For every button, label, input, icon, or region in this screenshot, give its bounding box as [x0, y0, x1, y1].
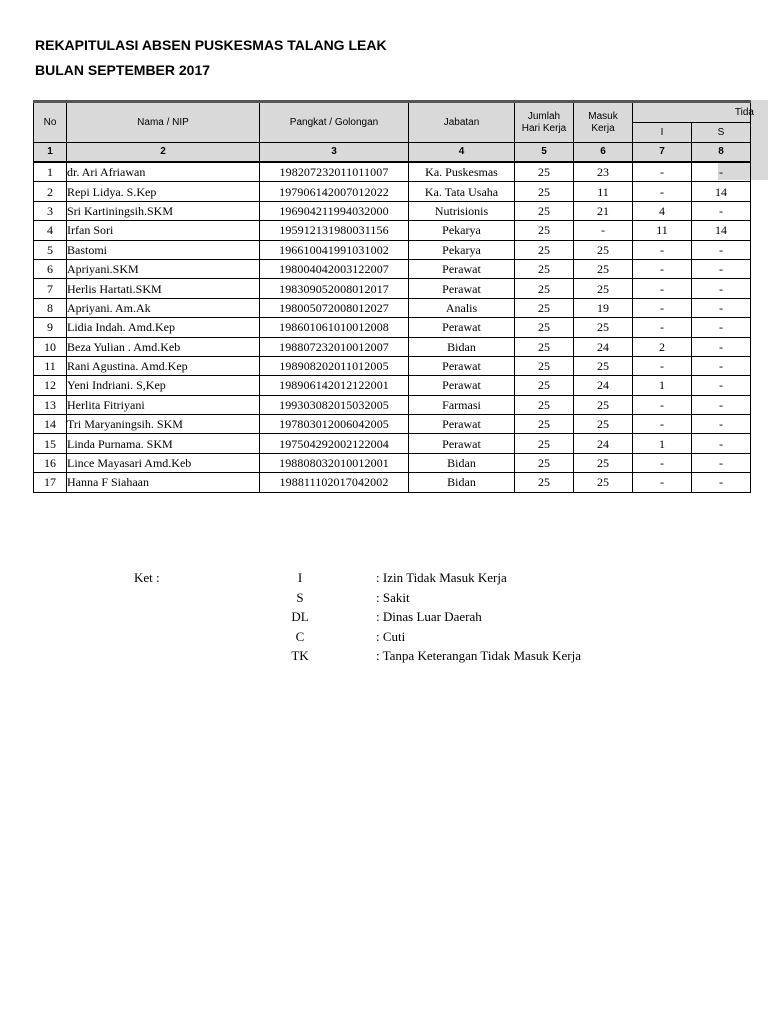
employee-position: Pekarya: [409, 221, 515, 240]
work-days: 25: [515, 182, 574, 201]
employee-nip: 198908202011012005: [260, 356, 409, 375]
work-days: 25: [515, 279, 574, 298]
employee-nip: 198601061010012008: [260, 318, 409, 337]
days-present: 21: [574, 201, 633, 220]
days-present: 11: [574, 182, 633, 201]
employee-nip: 197803012006042005: [260, 415, 409, 434]
header-nama-nip: Nama / NIP: [67, 102, 260, 143]
days-present: 25: [574, 453, 633, 472]
employee-position: Perawat: [409, 434, 515, 453]
employee-position: Perawat: [409, 415, 515, 434]
employee-nip: 198811102017042002: [260, 473, 409, 492]
days-sakit: -: [692, 240, 751, 259]
table-row: [34, 318, 751, 337]
days-present: 25: [574, 415, 633, 434]
table-row: [34, 453, 751, 472]
legend-description: : Dinas Luar Daerah: [376, 609, 482, 624]
employee-name: Linda Purnama. SKM: [67, 434, 260, 453]
days-sakit: -: [692, 376, 751, 395]
employee-position: Perawat: [409, 259, 515, 278]
employee-name: Tri Maryaningsih. SKM: [67, 415, 260, 434]
legend-code: DL: [291, 609, 309, 624]
row-number: 2: [34, 182, 67, 201]
table-row: [34, 240, 751, 259]
employee-name: Hanna F Siahaan: [67, 473, 260, 492]
table-body: [34, 162, 751, 492]
days-present: 24: [574, 434, 633, 453]
employee-name: dr. Ari Afriawan: [67, 162, 260, 182]
employee-nip: 198005072008012027: [260, 298, 409, 317]
attendance-table: [33, 100, 754, 493]
column-number: 6: [574, 143, 633, 163]
days-sakit: -: [692, 201, 751, 220]
days-sakit: -: [692, 473, 751, 492]
employee-position: Farmasi: [409, 395, 515, 414]
days-sakit: -: [692, 395, 751, 414]
employee-name: Bastomi: [67, 240, 260, 259]
row-number: 5: [34, 240, 67, 259]
employee-position: Bidan: [409, 453, 515, 472]
work-days: 25: [515, 453, 574, 472]
table-row: [34, 298, 751, 317]
header-tidak-masuk: [633, 102, 754, 123]
employee-position: Perawat: [409, 376, 515, 395]
column-number: 1: [34, 143, 67, 163]
days-izin: -: [633, 415, 692, 434]
days-sakit: -: [692, 337, 751, 356]
days-present: 24: [574, 376, 633, 395]
days-sakit: -: [692, 162, 751, 182]
report-title: REKAPITULASI ABSEN PUSKESMAS TALANG LEAK: [35, 37, 387, 53]
days-present: 23: [574, 162, 633, 182]
header-masuk-line1: Masuk: [588, 110, 618, 122]
ket-label: Ket :: [134, 570, 160, 585]
header-izin: I: [633, 123, 692, 143]
work-days: 25: [515, 356, 574, 375]
work-days: 25: [515, 162, 574, 182]
days-present: 25: [574, 318, 633, 337]
table-row: [34, 182, 751, 201]
days-present: 24: [574, 337, 633, 356]
employee-position: Analis: [409, 298, 515, 317]
row-number: 15: [34, 434, 67, 453]
table-row: [34, 221, 751, 240]
table-row: [34, 337, 751, 356]
report-period: BULAN SEPTEMBER 2017: [35, 62, 211, 78]
days-sakit: -: [692, 318, 751, 337]
work-days: 25: [515, 259, 574, 278]
days-sakit: -: [692, 453, 751, 472]
employee-name: Lince Mayasari Amd.Keb: [67, 453, 260, 472]
row-number: 16: [34, 453, 67, 472]
days-present: 25: [574, 356, 633, 375]
row-number: 12: [34, 376, 67, 395]
legend-description: : Izin Tidak Masuk Kerja: [376, 570, 507, 585]
employee-nip: 198004042003122007: [260, 259, 409, 278]
row-number: 1: [34, 162, 67, 182]
employee-position: Pekarya: [409, 240, 515, 259]
column-number: 5: [515, 143, 574, 163]
days-present: 25: [574, 473, 633, 492]
table-row: [34, 395, 751, 414]
days-izin: 4: [633, 201, 692, 220]
row-number: 7: [34, 279, 67, 298]
employee-position: Perawat: [409, 356, 515, 375]
header-jumlah-line1: Jumlah: [527, 110, 561, 122]
legend-code: S: [296, 589, 304, 605]
work-days: 25: [515, 201, 574, 220]
employee-nip: 197906142007012022: [260, 182, 409, 201]
employee-position: Nutrisionis: [409, 201, 515, 220]
column-number: 4: [409, 143, 515, 163]
days-present: 25: [574, 240, 633, 259]
days-sakit: -: [692, 259, 751, 278]
work-days: 25: [515, 318, 574, 337]
employee-name: Herlita Fitriyani: [67, 395, 260, 414]
employee-name: Herlis Hartati.SKM: [67, 279, 260, 298]
table-row: [34, 415, 751, 434]
table-row: [34, 201, 751, 220]
employee-position: Ka. Tata Usaha: [409, 182, 515, 201]
employee-name: Apriyani.SKM: [67, 259, 260, 278]
employee-nip: 199303082015032005: [260, 395, 409, 414]
work-days: 25: [515, 298, 574, 317]
days-izin: -: [633, 279, 692, 298]
employee-name: Apriyani. Am.Ak: [67, 298, 260, 317]
days-izin: -: [633, 356, 692, 375]
row-number: 14: [34, 415, 67, 434]
work-days: 25: [515, 221, 574, 240]
days-izin: -: [633, 318, 692, 337]
header-jabatan: Jabatan: [409, 102, 515, 143]
row-number: 4: [34, 221, 67, 240]
days-izin: 2: [633, 337, 692, 356]
column-number: 7: [633, 143, 692, 163]
work-days: 25: [515, 473, 574, 492]
header-masuk-kerja: [574, 102, 633, 143]
days-izin: 11: [633, 221, 692, 240]
days-present: -: [574, 221, 633, 240]
employee-position: Ka. Puskesmas: [409, 162, 515, 182]
row-number: 17: [34, 473, 67, 492]
employee-position: Perawat: [409, 318, 515, 337]
employee-nip: 198309052008012017: [260, 279, 409, 298]
row-number: 8: [34, 298, 67, 317]
work-days: 25: [515, 434, 574, 453]
employee-name: Lidia Indah. Amd.Kep: [67, 318, 260, 337]
legend-description: : Tanpa Keterangan Tidak Masuk Kerja: [376, 648, 581, 663]
employee-name: Sri Kartiningsih.SKM: [67, 201, 260, 220]
column-number: 8: [692, 143, 751, 163]
days-izin: -: [633, 162, 692, 182]
header-sakit: S: [692, 123, 751, 143]
employee-nip: 198207232011011007: [260, 162, 409, 182]
header-no: No: [34, 102, 67, 143]
work-days: 25: [515, 376, 574, 395]
employee-nip: 195912131980031156: [260, 221, 409, 240]
table-row: [34, 162, 751, 182]
employee-nip: 196610041991031002: [260, 240, 409, 259]
header-masuk-line2: Kerja: [591, 122, 615, 134]
work-days: 25: [515, 337, 574, 356]
table-row: [34, 259, 751, 278]
row-number: 9: [34, 318, 67, 337]
table-row: [34, 473, 751, 492]
header-tidak-label: Tida: [734, 106, 754, 118]
days-sakit: 14: [692, 182, 751, 201]
employee-name: Rani Agustina. Amd.Kep: [67, 356, 260, 375]
employee-nip: 198807232010012007: [260, 337, 409, 356]
days-izin: -: [633, 240, 692, 259]
employee-nip: 197504292002122004: [260, 434, 409, 453]
days-izin: -: [633, 259, 692, 278]
days-present: 25: [574, 259, 633, 278]
column-number: 3: [260, 143, 409, 163]
header-jumlah-hari-kerja: [515, 102, 574, 143]
days-izin: -: [633, 473, 692, 492]
days-sakit: -: [692, 298, 751, 317]
days-sakit: 14: [692, 221, 751, 240]
days-sakit: -: [692, 279, 751, 298]
legend-description: : Sakit: [376, 589, 410, 605]
legend-code: C: [295, 628, 305, 644]
header-jumlah-line2: Hari Kerja: [521, 122, 567, 134]
days-sakit: -: [692, 356, 751, 375]
days-izin: 1: [633, 376, 692, 395]
employee-position: Bidan: [409, 337, 515, 356]
days-izin: -: [633, 298, 692, 317]
days-izin: 1: [633, 434, 692, 453]
row-number: 10: [34, 337, 67, 356]
employee-nip: 198808032010012001: [260, 453, 409, 472]
row-number: 13: [34, 395, 67, 414]
work-days: 25: [515, 415, 574, 434]
table-row: [34, 376, 751, 395]
days-present: 19: [574, 298, 633, 317]
days-sakit: -: [692, 415, 751, 434]
employee-name: Repi Lidya. S.Kep: [67, 182, 260, 201]
employee-nip: 198906142012122001: [260, 376, 409, 395]
employee-nip: 196904211994032000: [260, 201, 409, 220]
days-present: 25: [574, 279, 633, 298]
table-row: [34, 279, 751, 298]
days-izin: -: [633, 182, 692, 201]
row-number: 3: [34, 201, 67, 220]
table-row: [34, 356, 751, 375]
days-izin: -: [633, 453, 692, 472]
table-row: [34, 434, 751, 453]
days-izin: -: [633, 395, 692, 414]
employee-name: Irfan Sori: [67, 221, 260, 240]
legend-code: I: [297, 570, 303, 585]
days-present: 25: [574, 395, 633, 414]
row-number: 11: [34, 356, 67, 375]
row-number: 6: [34, 259, 67, 278]
header-pangkat: Pangkat / Golongan: [260, 102, 409, 143]
employee-position: Bidan: [409, 473, 515, 492]
legend-code: TK: [291, 648, 309, 663]
work-days: 25: [515, 240, 574, 259]
employee-name: Beza Yulian . Amd.Keb: [67, 337, 260, 356]
employee-position: Perawat: [409, 279, 515, 298]
column-number: 2: [67, 143, 260, 163]
legend-description: : Cuti: [376, 628, 406, 644]
work-days: 25: [515, 395, 574, 414]
employee-name: Yeni Indriani. S,Kep: [67, 376, 260, 395]
days-sakit: -: [692, 434, 751, 453]
